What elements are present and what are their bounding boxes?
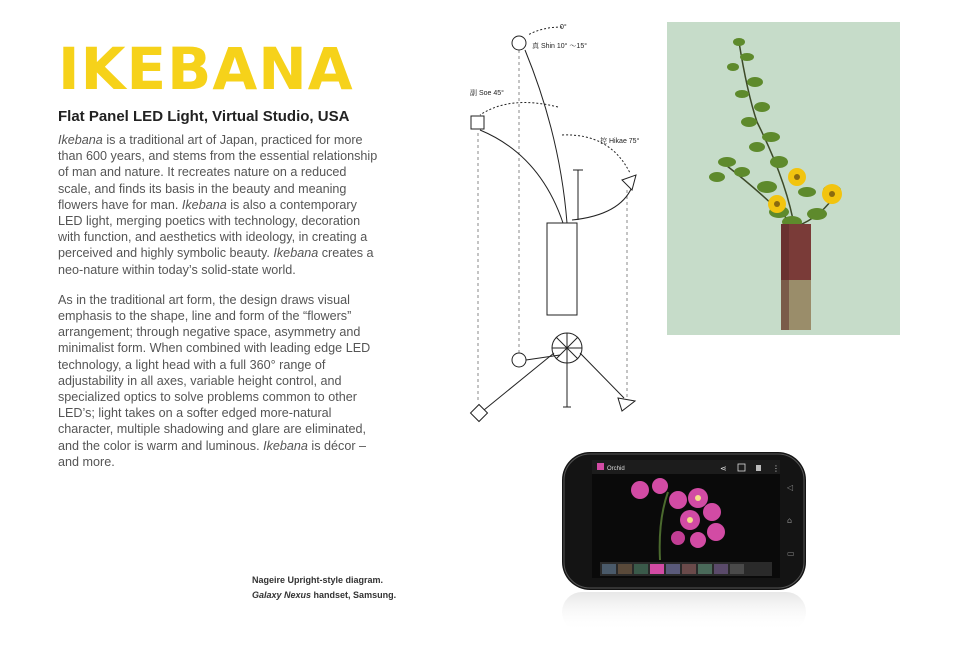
body-text <box>58 132 378 484</box>
handset-caption <box>252 590 412 601</box>
recent-apps-icon: ▭ <box>787 549 795 558</box>
text-run: is also a contemporary LED light, merging poetics with technology, decoration with function, and aesthetics with ideology, in creating a perceived and highly symbolic beauty. <box>58 197 368 261</box>
handset-caption-rest: handset, Samsung. <box>311 589 397 600</box>
hikae-triangle-projection <box>618 398 635 411</box>
shin-circle-projection <box>512 353 526 367</box>
shin-angle-arc <box>528 27 562 35</box>
page-subtitle: Flat Panel LED Light, Virtual Studio, USA <box>58 108 350 125</box>
label-soe: 副 Soe 45° <box>470 90 504 97</box>
soe-stem <box>480 130 563 223</box>
vase-outline <box>547 223 577 315</box>
label-shin: 真 Shin 10° 〜15° <box>532 43 588 50</box>
captions <box>252 575 412 604</box>
trash-icon <box>756 465 761 471</box>
soe-square-projection <box>471 405 488 422</box>
label-zero-degree: 0° <box>560 24 567 31</box>
text-run: As in the traditional art form, the design draws visual emphasis to the shape, line and form of the “flowers” arrangement; through negative space, asymmetry and minimalist form. When combined with leading edge LED technology, a light head with a full 360° range of adjustability in all axes, variable height control, and specialized optics to solve problems common to other LED’s; light takes on a softer edged more-natural character, multiple shadowing and glare are eliminated, and the color is warm and luminous. <box>58 292 371 453</box>
handset-caption-name: Galaxy Nexus <box>252 589 312 600</box>
label-hikae: 控 Hikae 75° <box>600 138 640 145</box>
hikae-ground-line <box>580 353 624 398</box>
product-name-emphasis: Ikebana <box>273 246 319 261</box>
share-icon: ⋖ <box>720 464 727 473</box>
shin-stem <box>525 50 567 223</box>
paragraph-2 <box>58 292 378 470</box>
page-title: IKEBANA <box>58 35 354 103</box>
hikae-triangle-symbol <box>622 175 636 190</box>
ikebana-photo <box>667 22 900 335</box>
product-name-emphasis: Ikebana <box>58 133 103 147</box>
text-run: is décor – and more. <box>58 438 367 469</box>
text-run: creates a neo-nature within today’s solid-state world. <box>58 246 374 277</box>
galaxy-nexus-handset <box>540 440 830 640</box>
shin-circle-symbol <box>512 36 526 50</box>
hikae-stem <box>572 187 632 220</box>
app-icon <box>597 463 604 470</box>
phone-reflection <box>562 592 806 632</box>
back-button-icon: ◁ <box>787 483 794 492</box>
nageire-diagram <box>440 15 660 435</box>
diagram-caption: Nageire Upright-style diagram. <box>252 575 384 585</box>
product-name-emphasis: Ikebana <box>263 438 308 453</box>
menu-icon: ⋮ <box>772 464 780 473</box>
soe-square-symbol <box>471 116 484 129</box>
paragraph-1 <box>58 132 378 278</box>
home-button-icon: ⌂ <box>787 516 793 525</box>
vase <box>781 224 811 330</box>
app-title: Orchid <box>607 466 625 472</box>
text-run: is a traditional art of Japan, practiced for more than 600 years, and stems from the essential relationship of man and nature. It recreates nature on a reduced scale, and finds its basis in the beauty and meaning flowers have for man. <box>58 133 378 212</box>
product-name-emphasis: Ikebana <box>181 197 227 212</box>
